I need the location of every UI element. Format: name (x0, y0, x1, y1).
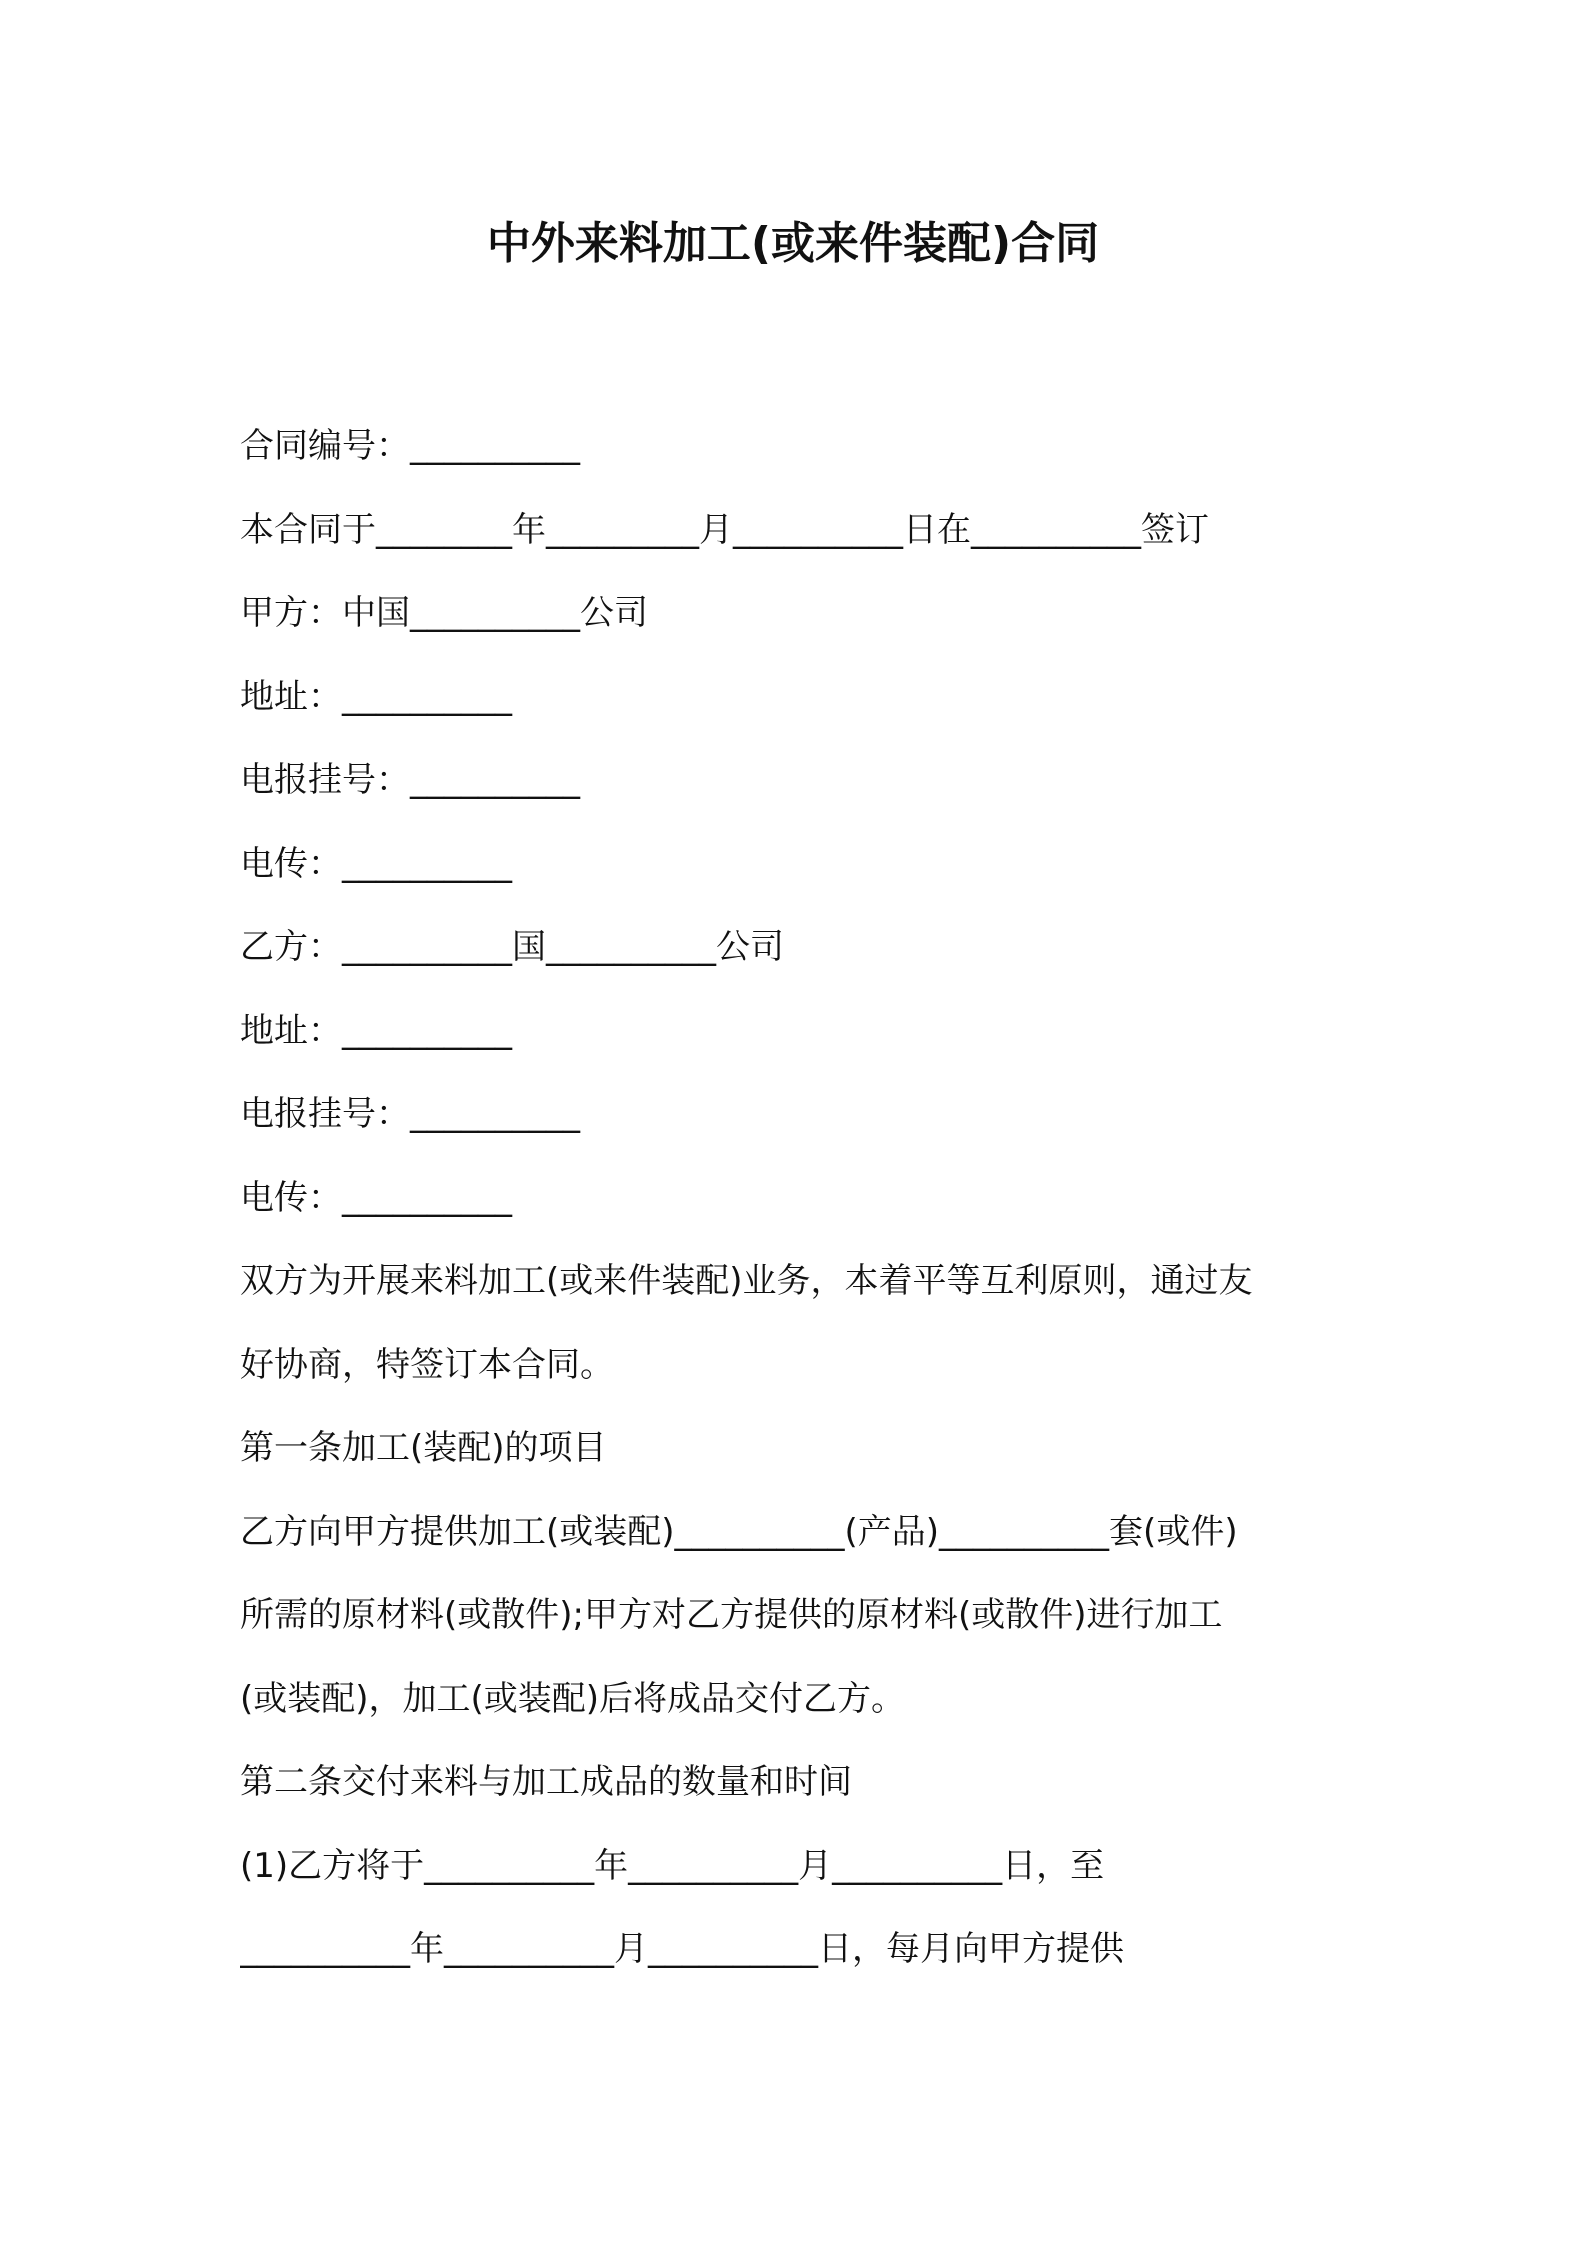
party-a-address-line: 地址：__________ (240, 676, 512, 717)
preamble-line-2: 好协商，特签订本合同。 (240, 1344, 614, 1385)
party-b-telex-line: 电传：__________ (240, 1177, 512, 1218)
party-b-cable-line: 电报挂号：__________ (240, 1094, 580, 1134)
document-body (240, 405, 1390, 1992)
article-2-line-1: (1)乙方将于__________年__________月__________日，至 (240, 1845, 1105, 1886)
article-2-line-2: __________年__________月__________日，每月向甲方提供 (240, 1929, 1124, 1969)
article-1-line-3: (或装配)，加工(或装配)后将成品交付乙方。 (240, 1678, 906, 1719)
signing-date-line: 本合同于________年_________月__________日在__________签订 (240, 509, 1209, 550)
document-title: 中外来料加工(或来件装配)合同 (486, 218, 1100, 269)
party-a-cable-line: 电报挂号：__________ (240, 760, 580, 800)
party-a-telex-line: 电传：__________ (240, 843, 512, 884)
article-1-line-1: 乙方向甲方提供加工(或装配)__________(产品)__________套(或件) (240, 1511, 1238, 1552)
party-b-line: 乙方：__________国__________公司 (240, 927, 784, 967)
article-1-heading: 第一条加工(装配)的项目 (240, 1428, 607, 1468)
preamble-line-1: 双方为开展来料加工(或来件装配)业务，本着平等互利原则，通过友 (240, 1261, 1253, 1301)
party-b-address-line: 地址：__________ (240, 1010, 512, 1051)
article-2-heading: 第二条交付来料与加工成品的数量和时间 (240, 1762, 852, 1802)
contract-number-line: 合同编号：__________ (240, 426, 580, 466)
article-1-line-2: 所需的原材料(或散件);甲方对乙方提供的原材料(或散件)进行加工 (240, 1595, 1223, 1635)
party-a-line: 甲方：中国__________公司 (240, 593, 648, 633)
